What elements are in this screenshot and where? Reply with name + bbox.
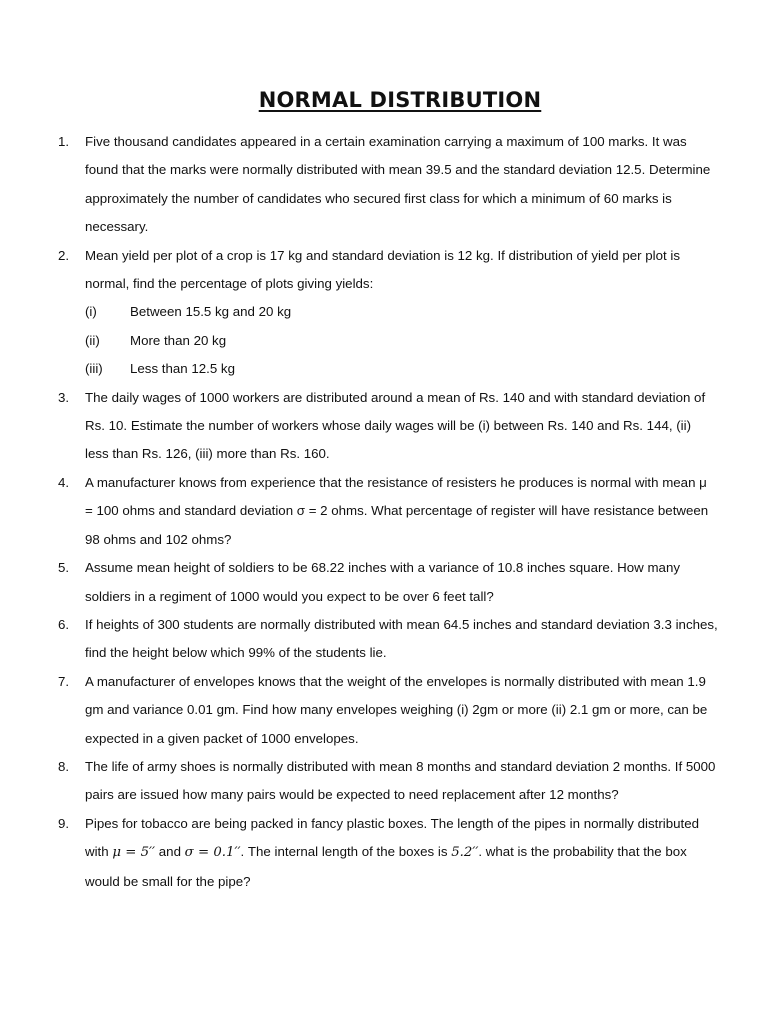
question-text-part: . what is the probability that the box would be small for the pipe? bbox=[85, 844, 687, 889]
question-text-part: and bbox=[155, 844, 185, 860]
sub-question-label: (ii) bbox=[85, 332, 100, 348]
question-list bbox=[58, 128, 718, 896]
question-item bbox=[58, 469, 718, 554]
question-text-part: . The internal length of the boxes is bbox=[240, 844, 452, 860]
question-item bbox=[58, 753, 718, 810]
question-item bbox=[58, 384, 718, 469]
question-text: If heights of 300 students are normally distributed with mean 64.5 inches and standard deviation 3.3 inches, find the height below which 99% of the students lie. bbox=[85, 616, 718, 661]
sub-question-label: (i) bbox=[85, 304, 97, 320]
sub-question-label: (iii) bbox=[85, 361, 103, 377]
sub-question-item bbox=[58, 355, 718, 383]
question-text: Mean yield per plot of a crop is 17 kg and standard deviation is 12 kg. If distribution of yield per plot is normal, find the percentage of plots giving yields: bbox=[85, 247, 681, 292]
question-number: 3. bbox=[58, 389, 70, 405]
question-item bbox=[58, 242, 718, 299]
math-expression-mu: μ = 5′′ bbox=[112, 845, 156, 861]
question-number: 4. bbox=[58, 474, 70, 490]
sub-question-item bbox=[58, 327, 718, 355]
question-text: The daily wages of 1000 workers are distributed around a mean of Rs. 140 and with standard deviation of Rs. 10. Estimate the number of workers whose daily wages will be (i) between Rs. 140 and Rs. 144, (ii) less than Rs. 126, (iii) more than Rs. 160. bbox=[85, 389, 706, 462]
sub-question-text: Between 15.5 kg and 20 kg bbox=[130, 304, 292, 320]
question-number: 8. bbox=[58, 758, 70, 774]
question-number: 9. bbox=[58, 815, 70, 831]
math-expression-box-length: 5.2′′ bbox=[451, 845, 479, 861]
question-item bbox=[58, 554, 718, 611]
question-text: A manufacturer knows from experience that the resistance of resisters he produces is normal with mean μ = 100 ohms and standard deviation σ = 2 ohms. What percentage of register will have resistance between 98 ohms and 102 ohms? bbox=[85, 474, 709, 547]
question-item bbox=[58, 810, 718, 896]
question-item bbox=[58, 128, 718, 242]
question-item bbox=[58, 611, 718, 668]
question-text: Assume mean height of soldiers to be 68.22 inches with a variance of 10.8 inches square. How many soldiers in a regiment of 1000 would you expect to be over 6 feet tall? bbox=[85, 560, 680, 604]
math-expression-sigma: σ = 0.1′′ bbox=[184, 845, 241, 861]
sub-question-text: Less than 12.5 kg bbox=[130, 361, 235, 377]
question-text: A manufacturer of envelopes knows that the weight of the envelopes is normally distributed with mean 1.9 gm and variance 0.01 gm. Find how many envelopes weighing (i) 2gm or more (ii) 2.1 gm or more, can be expected in a given packet of 1000 envelopes. bbox=[85, 673, 708, 746]
question-item bbox=[58, 668, 718, 753]
question-text-part: Pipes for tobacco are being packed in fancy plastic boxes. The length of the pipes in normally distributed with bbox=[85, 815, 699, 860]
question-number: 1. bbox=[58, 134, 70, 149]
sub-question-item bbox=[58, 298, 718, 326]
question-number: 2. bbox=[58, 247, 70, 263]
question-number: 5. bbox=[58, 560, 70, 576]
sub-question-text: More than 20 kg bbox=[130, 332, 227, 348]
question-number: 7. bbox=[58, 673, 70, 689]
question-text: The life of army shoes is normally distributed with mean 8 months and standard deviation 2 months. If 5000 pairs are issued how many pairs would be expected to need replacement after 12 months? bbox=[85, 758, 716, 803]
question-number: 6. bbox=[58, 616, 70, 632]
document-title: NORMAL DISTRIBUTION bbox=[258, 88, 542, 112]
question-text: Five thousand candidates appeared in a certain examination carrying a maximum of 100 marks. It was found that the marks were normally distributed with mean 39.5 and the standard deviation 12.5. Determine approximately the number of candidates who secured first class for which a minimum of 60 marks is necessary. bbox=[85, 134, 711, 235]
